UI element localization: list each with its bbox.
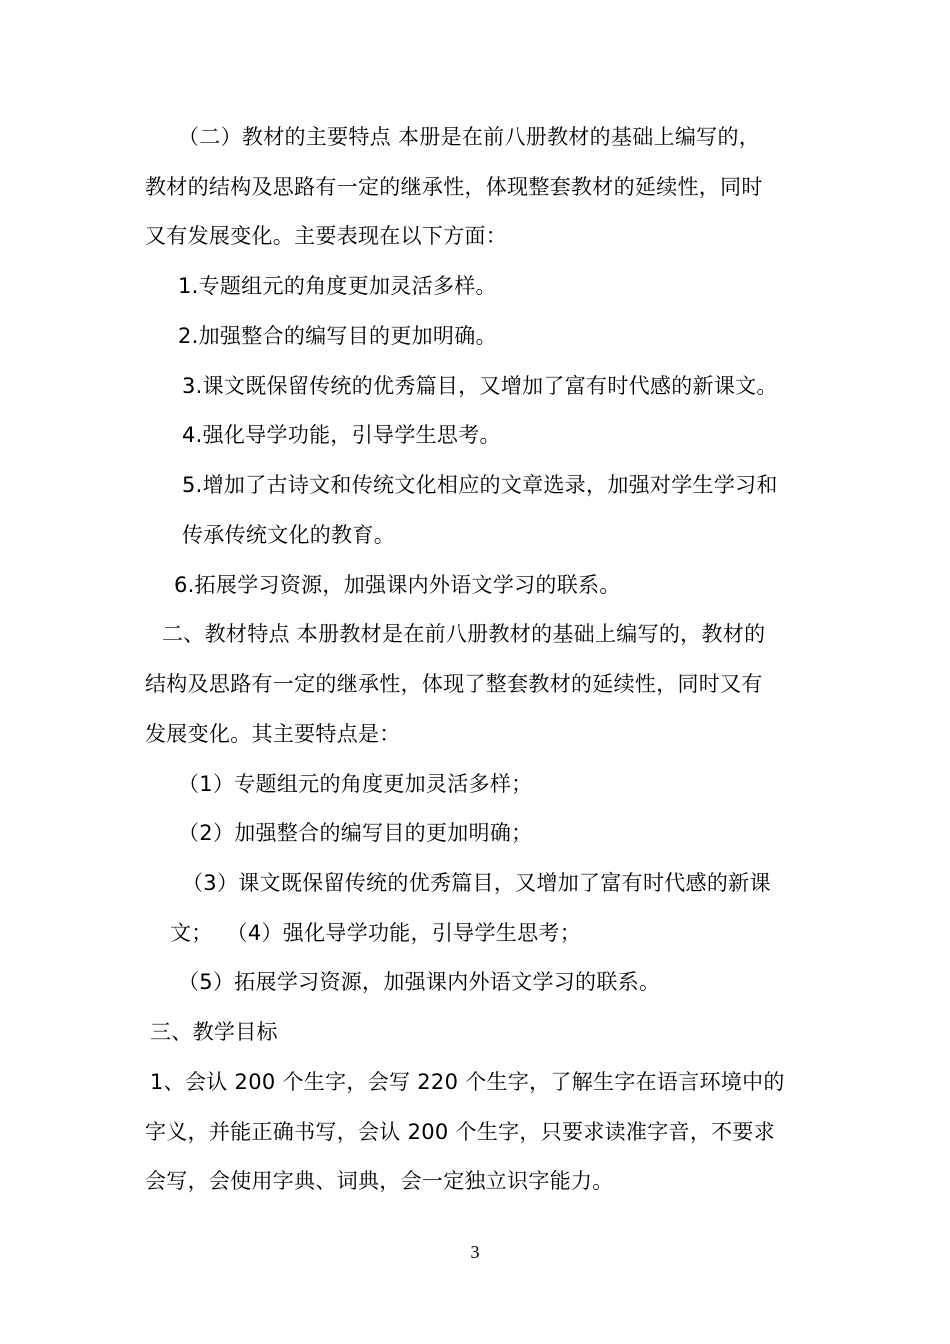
section-heading: 三、教学目标 <box>150 1020 278 1044</box>
text-line: （5）拓展学习资源，加强课内外语文学习的联系。 <box>178 970 661 994</box>
text-line: 发展变化。其主要特点是： <box>145 722 401 746</box>
text-line: 字义，并能正确书写，会认 200 个生字，只要求读准字音，不要求 <box>145 1120 776 1144</box>
text-line: （1）专题组元的角度更加灵活多样； <box>178 772 533 796</box>
text-line: 结构及思路有一定的继承性，体现了整套教材的延续性，同时又有 <box>145 672 763 696</box>
text-line: 传承传统文化的教育。 <box>182 523 395 547</box>
text-line: 5.增加了古诗文和传统文化相应的文章选录，加强对学生学习和 <box>182 473 778 497</box>
text-line: 又有发展变化。主要表现在以下方面： <box>145 224 508 248</box>
text-line: 2.加强整合的编写目的更加明确。 <box>178 324 497 348</box>
text-line: 会写，会使用字典、词典，会一定独立识字能力。 <box>145 1169 614 1193</box>
text-line: 文； （4）强化导学功能，引导学生思考； <box>170 921 582 945</box>
section-heading-line: 二、教材特点 本册教材是在前八册教材的基础上编写的，教材的 <box>162 622 766 646</box>
text-line: （2）加强整合的编写目的更加明确； <box>178 821 533 845</box>
text-line: 1.专题组元的角度更加灵活多样。 <box>178 274 497 298</box>
page-number: 3 <box>470 1242 480 1262</box>
text-line: （3）课文既保留传统的优秀篇目，又增加了富有时代感的新课 <box>182 871 771 895</box>
text-line: 1、会认 200 个生字，会写 220 个生字，了解生字在语言环境中的 <box>150 1070 785 1094</box>
text-line: （二）教材的主要特点 本册是在前八册教材的基础上编写的， <box>178 125 761 149</box>
text-line: 6.拓展学习资源，加强课内外语文学习的联系。 <box>174 573 621 597</box>
text-line: 教材的结构及思路有一定的继承性，体现整套教材的延续性，同时 <box>145 175 763 199</box>
text-line: 4.强化导学功能，引导学生思考。 <box>182 423 501 447</box>
text-line: 3.课文既保留传统的优秀篇目，又增加了富有时代感的新课文。 <box>182 374 778 398</box>
